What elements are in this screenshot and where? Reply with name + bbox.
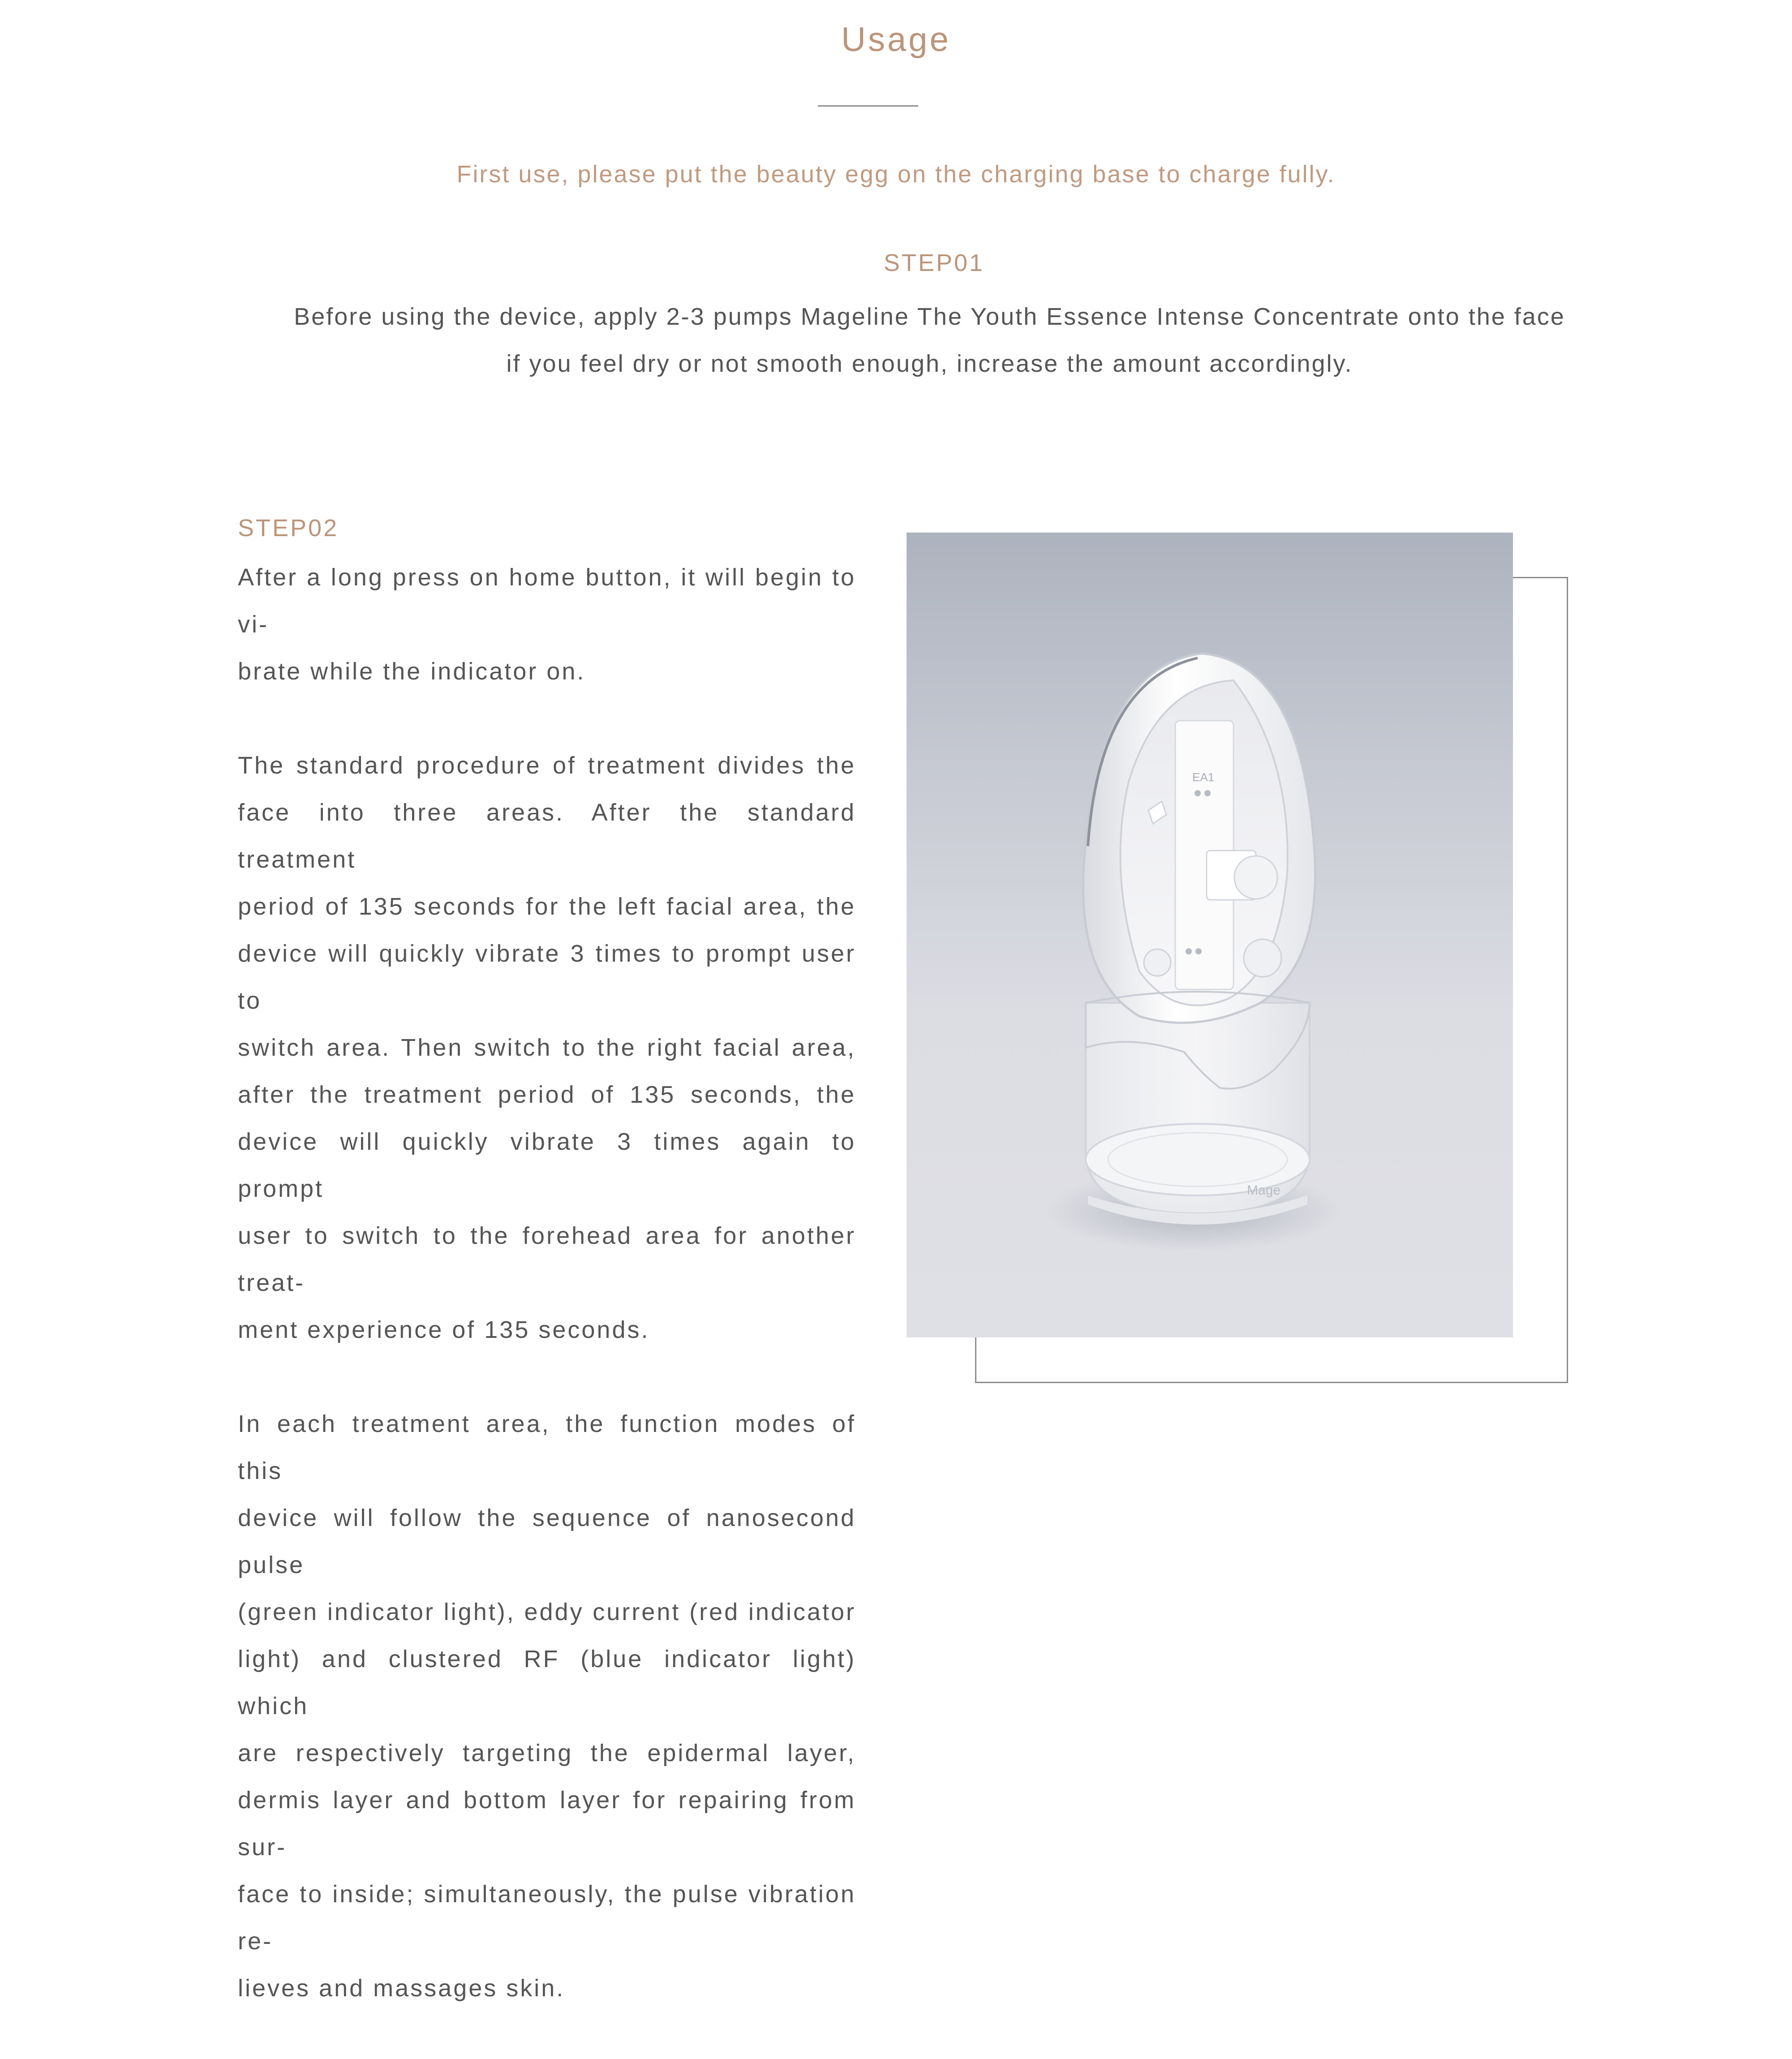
step02-paragraph-3 — [238, 1401, 856, 2012]
text-line: light) and clustered RF (blue indicator light) which — [238, 1646, 856, 1719]
step01-text — [0, 293, 1792, 387]
brand-mark: Mage — [1247, 1183, 1281, 1198]
text-line: lieves and massages skin. — [238, 1975, 565, 2002]
text-line: ment experience of 135 seconds. — [238, 1316, 650, 1343]
text-line: face into three areas. After the standard treatment — [238, 799, 856, 873]
text-line: In each treatment area, the function modes of this — [238, 1410, 856, 1484]
page-title: Usage — [841, 21, 951, 59]
beauty-egg-illustration — [907, 533, 1513, 1337]
text-line: The standard procedure of treatment divides the — [238, 752, 856, 779]
text-line: After a long press on home button, it will begin to vi- — [238, 564, 856, 638]
text-line: period of 135 seconds for the left facial area, the — [238, 893, 856, 920]
product-photo — [907, 533, 1513, 1337]
text-line: device will follow the sequence of nanosecond pulse — [238, 1504, 856, 1578]
text-line: dermis layer and bottom layer for repairing from sur- — [238, 1787, 856, 1861]
step01-line: if you feel dry or not smooth enough, increase the amount accordingly. — [506, 350, 1353, 377]
text-line: device will quickly vibrate 3 times to prompt user to — [238, 940, 856, 1014]
step02-label: STEP02 — [238, 515, 339, 542]
step02-paragraph-2 — [238, 742, 856, 1354]
text-line: are respectively targeting the epidermal layer, — [238, 1740, 856, 1767]
intro-text: First use, please put the beauty egg on the charging base to charge fully. — [456, 161, 1336, 188]
module-label: EA1 — [1192, 770, 1215, 784]
text-line: face to inside; simultaneously, the pulse vibration re- — [238, 1881, 856, 1955]
text-line: switch area. Then switch to the right facial area, — [238, 1034, 856, 1061]
text-line: device will quickly vibrate 3 times again to prompt — [238, 1128, 856, 1202]
step01-line: Before using the device, apply 2-3 pumps Mageline The Youth Essence Intense Concentrate onto the face — [294, 303, 1565, 330]
text-line: after the treatment period of 135 seconds, the — [238, 1081, 856, 1108]
step02-paragraph-1 — [238, 554, 856, 695]
step01-label: STEP01 — [883, 249, 985, 276]
title-divider — [818, 105, 918, 107]
text-line: brate while the indicator on. — [238, 658, 586, 685]
text-line: user to switch to the forehead area for another treat- — [238, 1222, 856, 1296]
step02-body — [238, 554, 856, 2059]
text-line: (green indicator light), eddy current (red indicator — [238, 1599, 856, 1625]
